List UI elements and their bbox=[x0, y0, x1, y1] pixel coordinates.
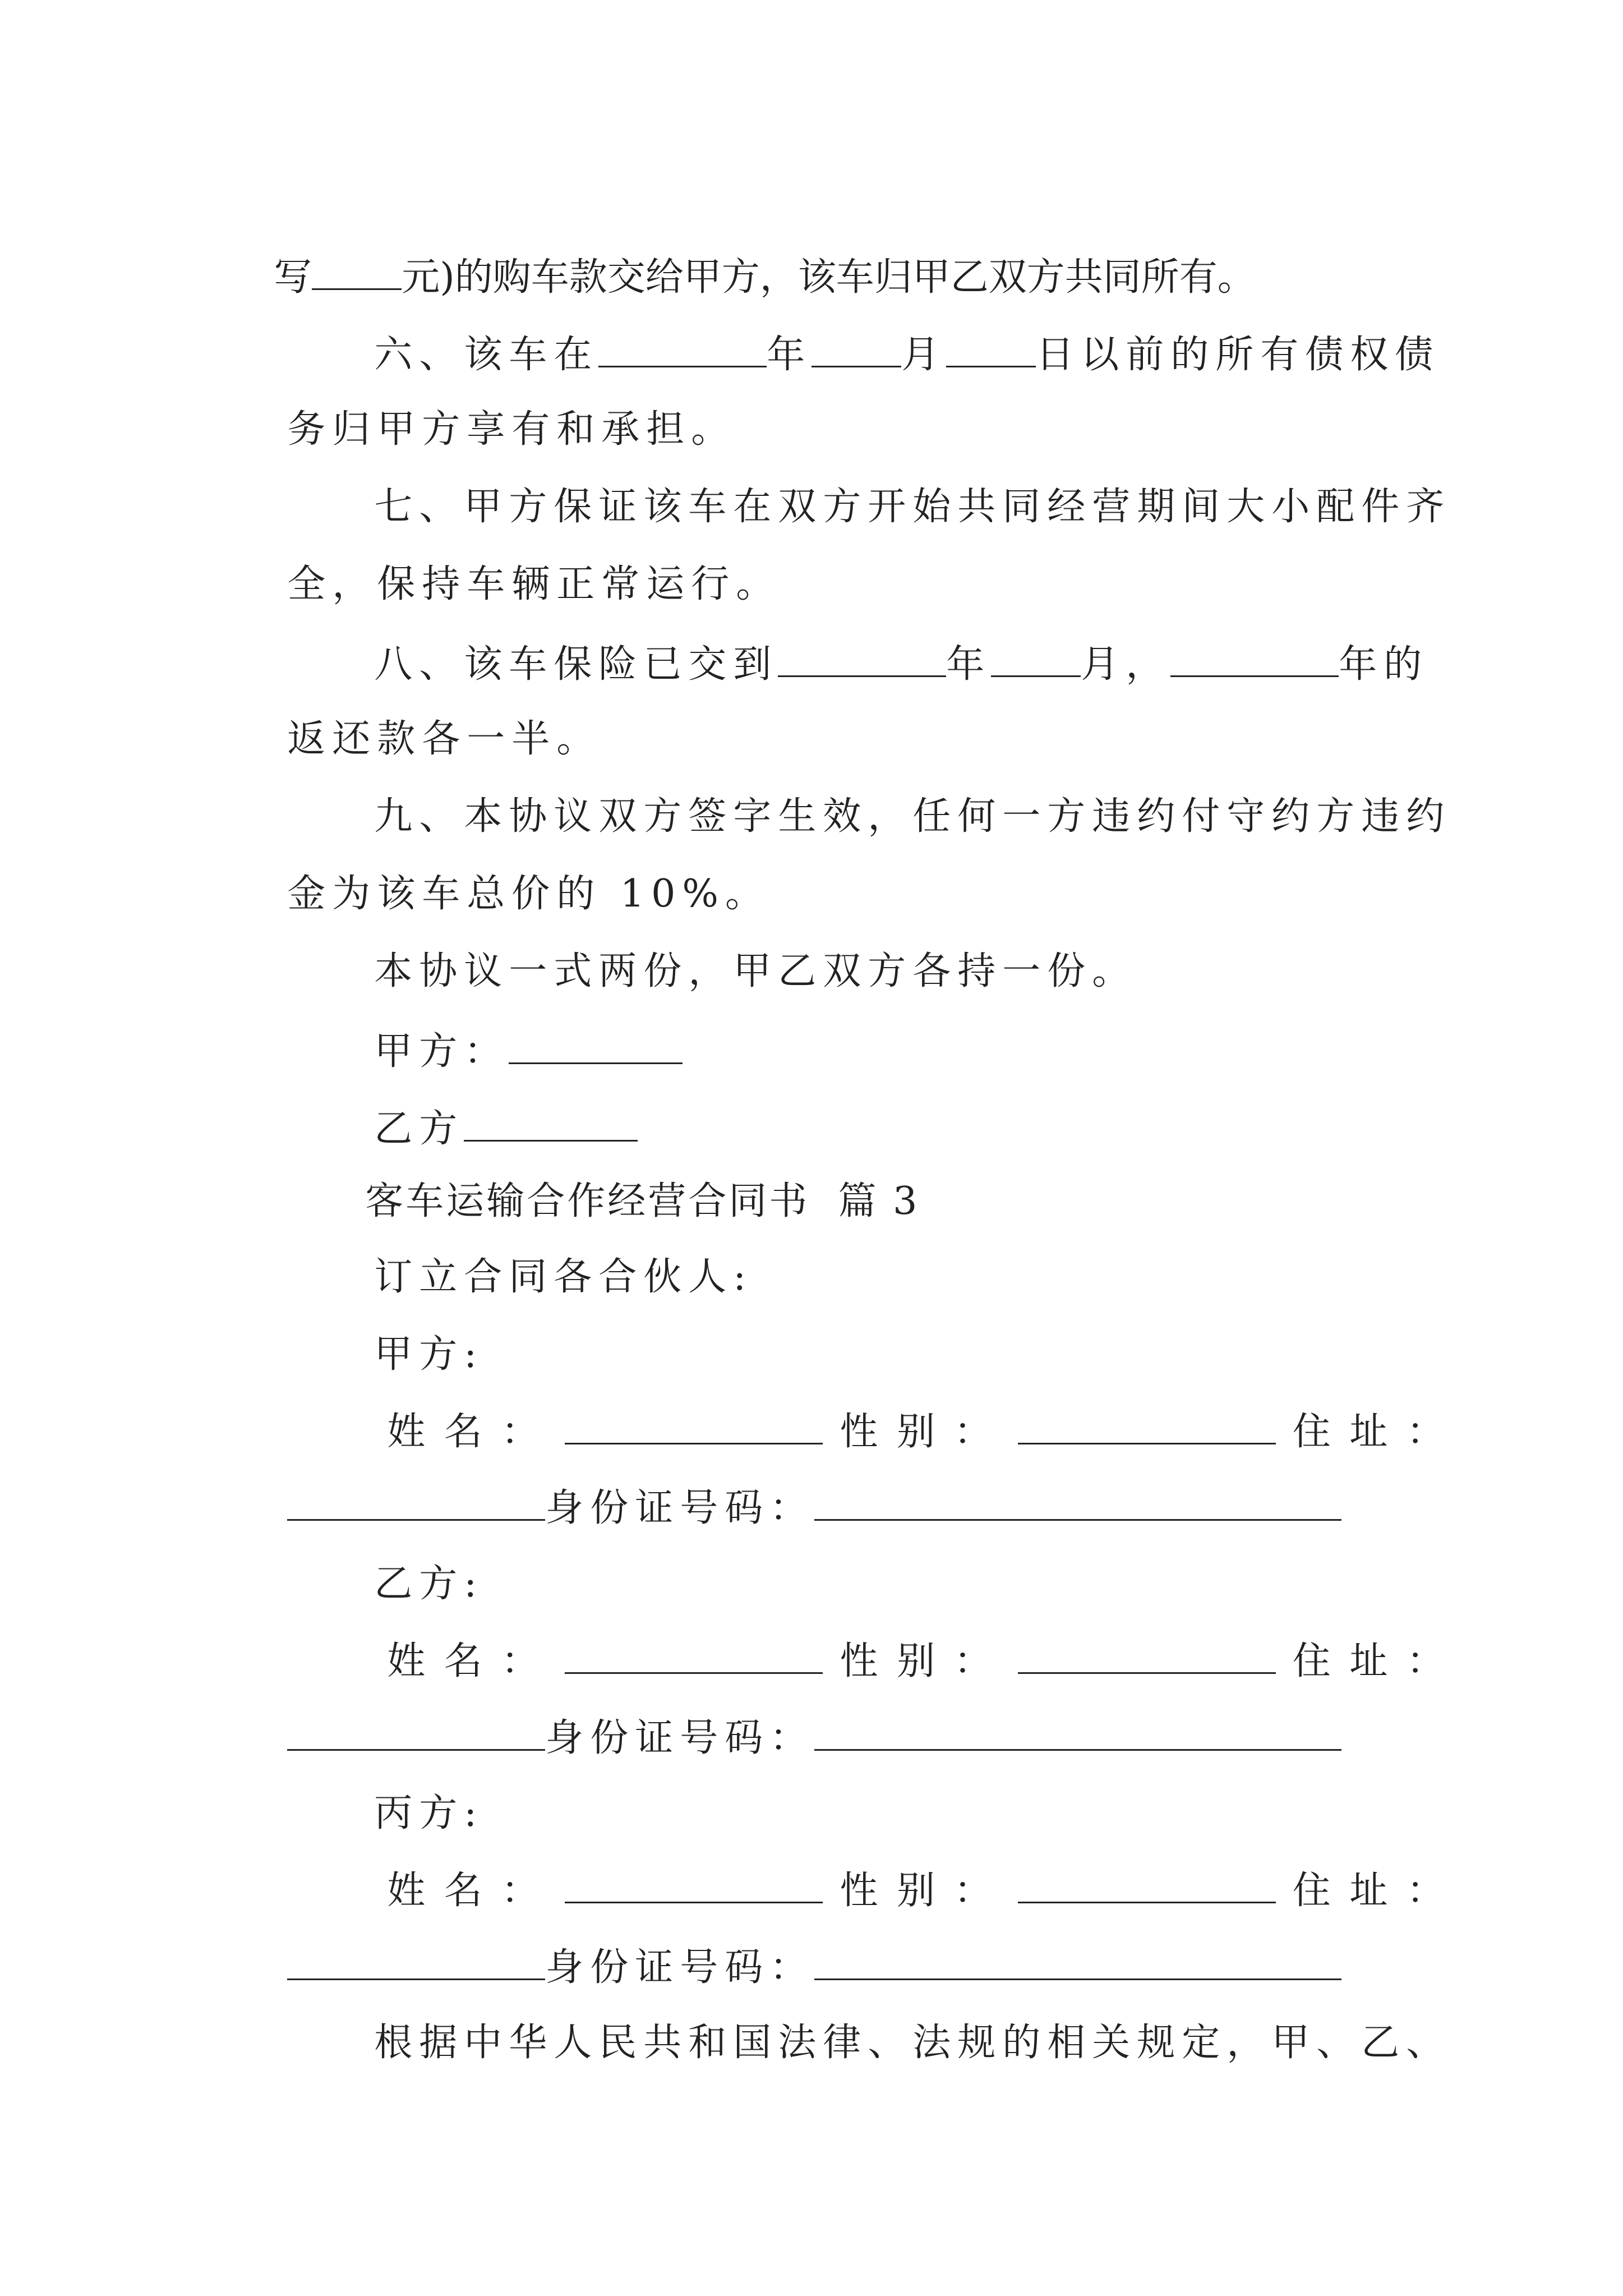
text: 元)的购车款交给甲方，该车归甲乙双方共同所有。 bbox=[402, 255, 1256, 300]
blank-field bbox=[464, 1107, 638, 1142]
blank-field bbox=[1018, 1410, 1276, 1444]
text: 写 bbox=[274, 255, 312, 300]
line-7 bbox=[250, 682, 602, 761]
text: 月 bbox=[901, 333, 947, 377]
line-11 bbox=[336, 992, 683, 1074]
name-label: 姓 名 ： bbox=[387, 1639, 543, 1683]
party-c-fields bbox=[356, 1831, 1448, 1913]
id-label: 身份证号码： bbox=[545, 1716, 815, 1760]
blank-field bbox=[814, 1717, 1341, 1751]
address-label: 住 址 ： bbox=[1292, 1869, 1448, 1913]
line-last bbox=[336, 1986, 1451, 2065]
address-label: 住 址 ： bbox=[1292, 1410, 1448, 1454]
blank-field bbox=[814, 1946, 1341, 1980]
text: 订立合同各合伙人: bbox=[374, 1255, 753, 1299]
text: 六、该车在 bbox=[374, 333, 599, 377]
text: 年 bbox=[767, 333, 812, 377]
blank-field bbox=[287, 1946, 545, 1980]
party-b-id bbox=[250, 1678, 1341, 1760]
line-4 bbox=[336, 450, 1451, 529]
name-label: 姓 名 ： bbox=[387, 1869, 543, 1913]
line-5 bbox=[250, 527, 781, 604]
blank-field bbox=[509, 1030, 683, 1064]
party-a-id bbox=[250, 1448, 1341, 1530]
text: 全，保持车辆正常运行。 bbox=[287, 562, 781, 606]
party-a-label bbox=[336, 1297, 484, 1377]
text: 七、甲方保证该车在双方开始共同经营期间大小配件齐 bbox=[374, 485, 1451, 529]
line-8 bbox=[336, 760, 1451, 839]
text: 八、该车保险已交到 bbox=[374, 642, 778, 687]
party-c-label bbox=[336, 1756, 483, 1833]
text: 乙方 bbox=[374, 1107, 464, 1151]
line-12 bbox=[336, 1069, 638, 1151]
line-1 bbox=[250, 218, 1256, 300]
text: 甲方： bbox=[374, 1029, 509, 1074]
text: 乙方: bbox=[374, 1562, 484, 1606]
gender-label: 性 别 ： bbox=[840, 1639, 995, 1683]
blank-field bbox=[814, 1487, 1341, 1521]
section-heading bbox=[336, 1144, 919, 1221]
text: 本协议一式两份，甲乙双方各持一份。 bbox=[374, 949, 1137, 993]
blank-field bbox=[287, 1717, 545, 1751]
text: 丙方: bbox=[374, 1791, 484, 1835]
blank-field bbox=[1018, 1869, 1276, 1903]
blank-field bbox=[778, 643, 946, 677]
line-2 bbox=[336, 295, 1440, 377]
blank-field bbox=[565, 1869, 823, 1903]
gender-label: 性 别 ： bbox=[840, 1869, 995, 1913]
blank-field bbox=[1170, 643, 1339, 677]
party-b-label bbox=[336, 1527, 484, 1606]
text: 客车运输合作经营合同书 篇 3 bbox=[365, 1179, 920, 1223]
blank-field bbox=[598, 333, 767, 367]
blank-field bbox=[811, 333, 901, 367]
blank-field bbox=[1018, 1640, 1276, 1674]
text: 金为该车总价的 10%。 bbox=[287, 872, 770, 916]
text: 年的 bbox=[1339, 642, 1429, 687]
text: 月， bbox=[1081, 642, 1171, 687]
blank-field bbox=[287, 1487, 545, 1521]
blank-field bbox=[565, 1410, 823, 1444]
blank-field bbox=[991, 643, 1081, 677]
address-label: 住 址 ： bbox=[1292, 1639, 1448, 1683]
id-label: 身份证号码： bbox=[545, 1486, 815, 1530]
text: 年 bbox=[946, 642, 992, 687]
line-9 bbox=[250, 837, 770, 916]
party-b-fields bbox=[356, 1602, 1448, 1681]
line-6 bbox=[336, 605, 1429, 687]
party-c-id bbox=[250, 1908, 1341, 1990]
blank-field bbox=[565, 1640, 823, 1674]
text: 根据中华人民共和国法律、法规的相关规定，甲、乙、 bbox=[374, 2021, 1451, 2065]
id-label: 身份证号码： bbox=[545, 1945, 815, 1990]
text: 返还款各一半。 bbox=[287, 717, 602, 761]
line-3 bbox=[250, 372, 736, 452]
party-a-fields bbox=[356, 1372, 1448, 1454]
name-label: 姓 名 ： bbox=[387, 1410, 543, 1454]
text: 九、本协议双方签字生效，任何一方违约付守约方违约 bbox=[374, 794, 1451, 839]
line-14 bbox=[336, 1220, 753, 1299]
text: 甲方: bbox=[374, 1332, 484, 1377]
blank-field bbox=[946, 333, 1036, 367]
line-10 bbox=[336, 914, 1137, 991]
text: 日以前的所有债权债 bbox=[1036, 333, 1440, 377]
text: 务归甲方享有和承担。 bbox=[287, 407, 736, 452]
gender-label: 性 别 ： bbox=[840, 1410, 995, 1454]
blank-field bbox=[312, 256, 402, 290]
